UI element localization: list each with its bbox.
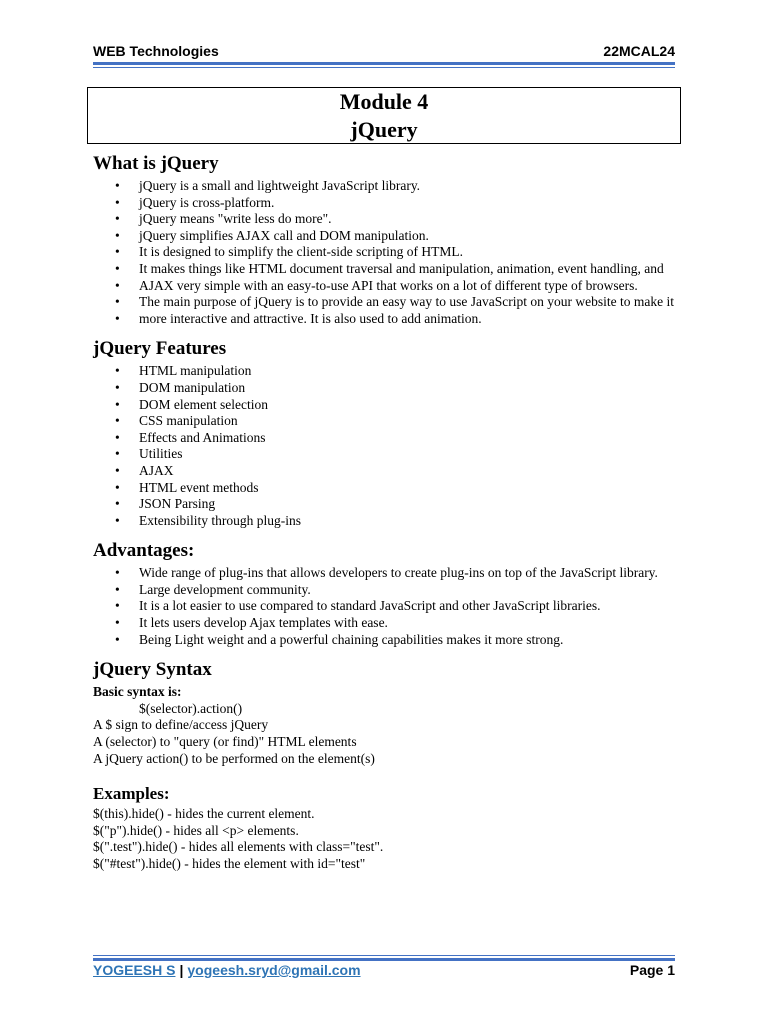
list-item: • CSS manipulation bbox=[93, 413, 675, 430]
syntax-line: A $ sign to define/access jQuery bbox=[93, 717, 269, 733]
list-item: • jQuery is a small and lightweight JavaScript library. bbox=[93, 178, 675, 195]
list-item: • It makes things like HTML document traversal and manipulation, animation, event handling, and bbox=[93, 261, 675, 278]
footer-separator: | bbox=[179, 962, 184, 978]
page-footer bbox=[93, 962, 675, 980]
section-heading-advantages: Advantages: bbox=[93, 540, 195, 562]
syntax-line: A jQuery action() to be performed on the element(s) bbox=[93, 750, 375, 766]
list-item: • more interactive and attractive. It is also used to add animation. bbox=[93, 311, 675, 328]
example-line: $("#test").hide() - hides the element with id="test" bbox=[93, 856, 366, 871]
module-number: Module 4 bbox=[339, 89, 429, 114]
module-title-box bbox=[87, 87, 681, 144]
example-line: $(".test").hide() - hides all elements with class="test". bbox=[93, 839, 384, 855]
email-link[interactable]: yogeesh.sryd@gmail.com bbox=[187, 962, 361, 978]
header-rule-thick bbox=[93, 62, 675, 65]
list-item: • jQuery is cross-platform. bbox=[93, 195, 675, 212]
section-heading-syntax: jQuery Syntax bbox=[93, 659, 212, 681]
list-item: • HTML event methods bbox=[93, 480, 675, 497]
example-line: $(this).hide() - hides the current element. bbox=[93, 806, 315, 822]
header-rule-thin bbox=[93, 67, 675, 68]
section-heading-examples: Examples: bbox=[93, 784, 170, 804]
syntax-code: $(selector).action() bbox=[139, 700, 243, 716]
list-item: • DOM manipulation bbox=[93, 380, 675, 397]
header-course-code: 22MCAL24 bbox=[603, 43, 675, 59]
list-item: • HTML manipulation bbox=[93, 363, 675, 380]
list-item: • It is designed to simplify the client-side scripting of HTML. bbox=[93, 244, 675, 261]
spacer bbox=[93, 767, 675, 782]
module-topic: jQuery bbox=[350, 117, 418, 142]
list-item: • Large development community. bbox=[93, 582, 675, 599]
list-item: • Effects and Animations bbox=[93, 430, 675, 447]
page-content bbox=[93, 150, 675, 873]
list-item: • It is a lot easier to use compared to standard JavaScript and other JavaScript libraries. bbox=[93, 598, 675, 615]
page-number: Page 1 bbox=[629, 962, 675, 978]
list-item: • DOM element selection bbox=[93, 397, 675, 414]
header-course-title: WEB Technologies bbox=[93, 43, 219, 59]
features-list bbox=[93, 363, 675, 529]
syntax-line: A (selector) to "query (or find)" HTML elements bbox=[93, 734, 357, 750]
basic-syntax-label: Basic syntax is: bbox=[93, 684, 182, 700]
example-line: $("p").hide() - hides all <p> elements. bbox=[93, 822, 299, 838]
list-item: • Being Light weight and a powerful chaining capabilities makes it more strong. bbox=[93, 632, 675, 649]
list-item: • Wide range of plug-ins that allows developers to create plug-ins on top of the JavaScript library. bbox=[93, 565, 675, 582]
list-item: • AJAX bbox=[93, 463, 675, 480]
footer-rule-thin bbox=[93, 955, 675, 956]
footer-rule-thick bbox=[93, 958, 675, 961]
list-item: • JSON Parsing bbox=[93, 496, 675, 513]
list-item: • jQuery means "write less do more". bbox=[93, 211, 675, 228]
advantages-list bbox=[93, 565, 675, 648]
list-item: • It lets users develop Ajax templates with ease. bbox=[93, 615, 675, 632]
section-heading-what: What is jQuery bbox=[93, 153, 219, 174]
page-header bbox=[93, 43, 675, 61]
list-item: • The main purpose of jQuery is to provide an easy way to use JavaScript on your website to make it bbox=[93, 294, 675, 311]
list-item: • AJAX very simple with an easy-to-use API that works on a lot of different type of browsers. bbox=[93, 278, 675, 295]
list-item: • Utilities bbox=[93, 446, 675, 463]
footer-author-block bbox=[93, 962, 361, 978]
author-link[interactable]: YOGEESH S bbox=[93, 962, 176, 978]
what-list bbox=[93, 178, 675, 327]
list-item: • jQuery simplifies AJAX call and DOM manipulation. bbox=[93, 228, 675, 245]
section-heading-features: jQuery Features bbox=[93, 338, 227, 360]
list-item: • Extensibility through plug-ins bbox=[93, 513, 675, 530]
